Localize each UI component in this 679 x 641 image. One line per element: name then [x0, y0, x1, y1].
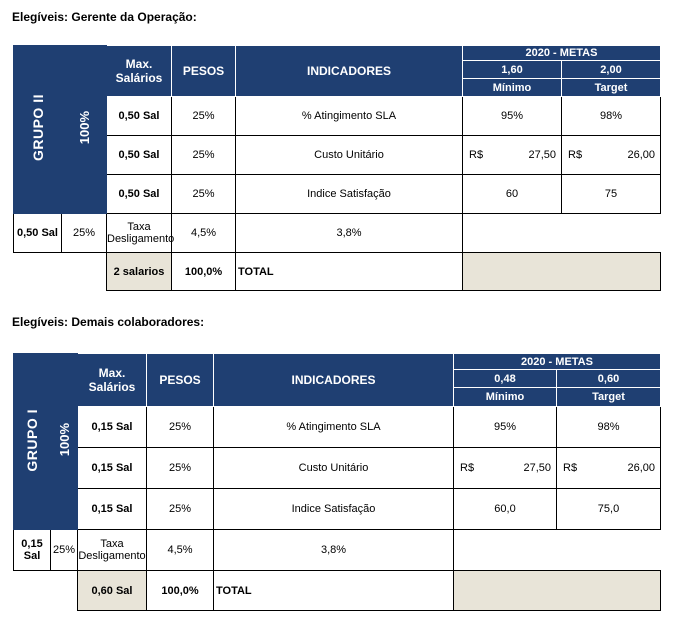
target-value: 98% — [562, 97, 661, 136]
indicator: Indice Satisfação — [214, 489, 454, 530]
table-row — [14, 136, 661, 175]
total-salary: 0,60 Sal — [78, 571, 147, 611]
max-salary: 0,15 Sal — [78, 448, 147, 489]
min-label: Mínimo — [454, 388, 557, 407]
target-value: 3,8% — [214, 530, 454, 571]
kpi-table-grupo-ii — [13, 45, 661, 291]
table-row — [14, 175, 661, 214]
weight: 25% — [62, 214, 107, 253]
indicator: Custo Unitário — [214, 448, 454, 489]
min-value — [454, 448, 557, 489]
target-multiplier: 2,00 — [562, 61, 661, 79]
max-salary: 0,15 Sal — [14, 530, 51, 571]
total-weight: 100,0% — [172, 253, 236, 291]
weight: 25% — [147, 489, 214, 530]
total-row — [14, 571, 661, 611]
currency: R$ — [469, 149, 484, 161]
target-label: Target — [562, 79, 661, 97]
min-value: 60,0 — [454, 489, 557, 530]
target-label: Target — [557, 388, 661, 407]
section-heading: Elegíveis: Gerente da Operação: — [12, 10, 197, 24]
target-value — [562, 136, 661, 175]
min-value: 4,5% — [147, 530, 214, 571]
weight: 25% — [172, 136, 236, 175]
table-row — [14, 214, 661, 253]
group-label: GRUPO I — [14, 354, 51, 530]
indicator: Indice Satisfação — [236, 175, 463, 214]
total-label: TOTAL — [236, 253, 463, 291]
min-value: 95% — [454, 407, 557, 448]
table-row — [14, 489, 661, 530]
col-max-salarios: Max. Salários — [78, 354, 147, 407]
indicator: Custo Unitário — [236, 136, 463, 175]
max-salary: 0,50 Sal — [14, 214, 62, 253]
amount: 26,00 — [627, 149, 655, 161]
total-salary: 2 salarios — [107, 253, 172, 291]
amount: 27,50 — [523, 462, 551, 474]
total-row — [14, 253, 661, 291]
amount: 27,50 — [528, 149, 556, 161]
col-pesos: PESOS — [147, 354, 214, 407]
table-row — [14, 530, 661, 571]
max-salary: 0,15 Sal — [78, 489, 147, 530]
target-value — [557, 448, 661, 489]
col-pesos: PESOS — [172, 46, 236, 97]
target-value: 75 — [562, 175, 661, 214]
total-metas-blank — [454, 571, 661, 611]
target-multiplier: 0,60 — [557, 370, 661, 388]
min-value — [463, 136, 562, 175]
target-value: 75,0 — [557, 489, 661, 530]
max-salary: 0,50 Sal — [107, 97, 172, 136]
group-percent: 100% — [51, 354, 78, 530]
group-percent: 100% — [62, 46, 107, 214]
metas-title: 2020 - METAS — [463, 46, 661, 61]
indicator: Taxa Desligamento — [107, 214, 172, 253]
section-heading: Elegíveis: Demais colaboradores: — [12, 315, 205, 329]
indicator: % Atingimento SLA — [214, 407, 454, 448]
weight: 25% — [51, 530, 78, 571]
min-value: 95% — [463, 97, 562, 136]
currency: R$ — [460, 462, 475, 474]
total-metas-blank — [463, 253, 661, 291]
min-multiplier: 1,60 — [463, 61, 562, 79]
col-indicadores: INDICADORES — [214, 354, 454, 407]
total-label: TOTAL — [214, 571, 454, 611]
col-max-salarios: Max. Salários — [107, 46, 172, 97]
indicator: % Atingimento SLA — [236, 97, 463, 136]
weight: 25% — [172, 97, 236, 136]
total-weight: 100,0% — [147, 571, 214, 611]
weight: 25% — [172, 175, 236, 214]
max-salary: 0,15 Sal — [78, 407, 147, 448]
weight: 25% — [147, 448, 214, 489]
table-row — [14, 448, 661, 489]
max-salary: 0,50 Sal — [107, 175, 172, 214]
table-row — [14, 97, 661, 136]
target-value: 98% — [557, 407, 661, 448]
table-row — [14, 407, 661, 448]
kpi-table-grupo-i — [13, 353, 661, 611]
currency: R$ — [563, 462, 578, 474]
min-label: Mínimo — [463, 79, 562, 97]
target-value: 3,8% — [236, 214, 463, 253]
max-salary: 0,50 Sal — [107, 136, 172, 175]
min-value: 4,5% — [172, 214, 236, 253]
weight: 25% — [147, 407, 214, 448]
indicator: Taxa Desligamento — [78, 530, 147, 571]
min-multiplier: 0,48 — [454, 370, 557, 388]
currency: R$ — [568, 149, 583, 161]
metas-title: 2020 - METAS — [454, 354, 661, 370]
group-label: GRUPO II — [14, 46, 62, 214]
col-indicadores: INDICADORES — [236, 46, 463, 97]
min-value: 60 — [463, 175, 562, 214]
amount: 26,00 — [627, 462, 655, 474]
